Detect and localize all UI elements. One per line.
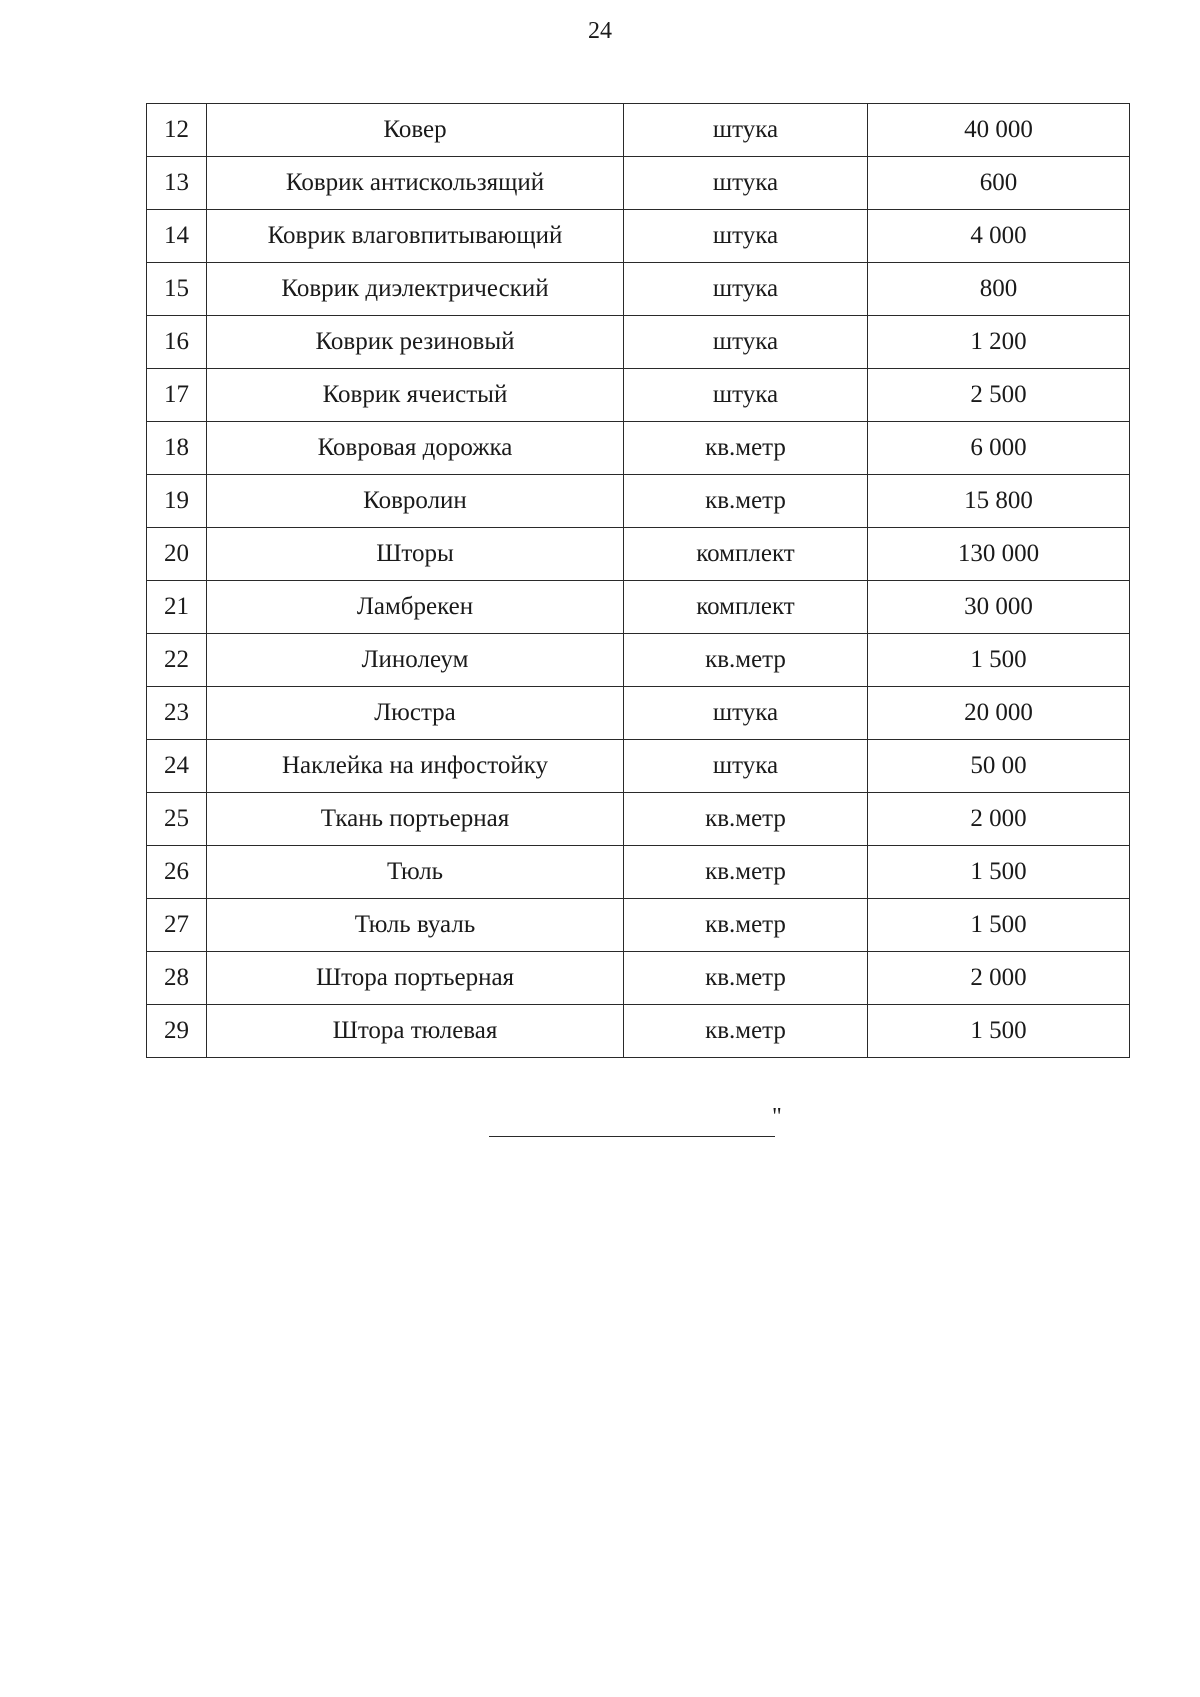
unit-cell: кв.метр bbox=[624, 1005, 868, 1058]
row-number-cell: 26 bbox=[147, 846, 207, 899]
table-row bbox=[147, 899, 1130, 952]
table-row bbox=[147, 475, 1130, 528]
unit-cell: кв.метр bbox=[624, 475, 868, 528]
table-row bbox=[147, 846, 1130, 899]
item-name-cell: Ковровая дорожка bbox=[207, 422, 624, 475]
closing-underline bbox=[489, 1136, 775, 1137]
table-row bbox=[147, 740, 1130, 793]
price-cell: 40 000 bbox=[868, 104, 1130, 157]
price-cell: 1 500 bbox=[868, 846, 1130, 899]
item-name-cell: Штора портьерная bbox=[207, 952, 624, 1005]
unit-cell: штука bbox=[624, 740, 868, 793]
price-cell: 20 000 bbox=[868, 687, 1130, 740]
row-number-cell: 12 bbox=[147, 104, 207, 157]
unit-cell: штука bbox=[624, 687, 868, 740]
item-name-cell: Ламбрекен bbox=[207, 581, 624, 634]
row-number-cell: 27 bbox=[147, 899, 207, 952]
price-cell: 6 000 bbox=[868, 422, 1130, 475]
table-row bbox=[147, 316, 1130, 369]
row-number-cell: 15 bbox=[147, 263, 207, 316]
unit-cell: штука bbox=[624, 369, 868, 422]
unit-cell: кв.метр bbox=[624, 899, 868, 952]
item-name-cell: Ковролин bbox=[207, 475, 624, 528]
table-row bbox=[147, 104, 1130, 157]
price-cell: 15 800 bbox=[868, 475, 1130, 528]
row-number-cell: 19 bbox=[147, 475, 207, 528]
price-cell: 2 500 bbox=[868, 369, 1130, 422]
item-name-cell: Штора тюлевая bbox=[207, 1005, 624, 1058]
row-number-cell: 13 bbox=[147, 157, 207, 210]
table-row bbox=[147, 634, 1130, 687]
table-row bbox=[147, 528, 1130, 581]
item-name-cell: Наклейка на инфостойку bbox=[207, 740, 624, 793]
table-row bbox=[147, 157, 1130, 210]
item-name-cell: Тюль вуаль bbox=[207, 899, 624, 952]
price-cell: 30 000 bbox=[868, 581, 1130, 634]
row-number-cell: 16 bbox=[147, 316, 207, 369]
unit-cell: комплект bbox=[624, 528, 868, 581]
table-row bbox=[147, 793, 1130, 846]
table-row bbox=[147, 263, 1130, 316]
price-cell: 2 000 bbox=[868, 952, 1130, 1005]
unit-cell: кв.метр bbox=[624, 952, 868, 1005]
price-cell: 1 500 bbox=[868, 899, 1130, 952]
unit-cell: штука bbox=[624, 263, 868, 316]
row-number-cell: 22 bbox=[147, 634, 207, 687]
item-name-cell: Коврик влаговпитывающий bbox=[207, 210, 624, 263]
items-table bbox=[146, 103, 1130, 1058]
row-number-cell: 25 bbox=[147, 793, 207, 846]
row-number-cell: 28 bbox=[147, 952, 207, 1005]
unit-cell: штука bbox=[624, 104, 868, 157]
table-row bbox=[147, 687, 1130, 740]
unit-cell: комплект bbox=[624, 581, 868, 634]
price-cell: 2 000 bbox=[868, 793, 1130, 846]
unit-cell: кв.метр bbox=[624, 422, 868, 475]
price-cell: 600 bbox=[868, 157, 1130, 210]
price-cell: 800 bbox=[868, 263, 1130, 316]
price-cell: 1 200 bbox=[868, 316, 1130, 369]
price-cell: 4 000 bbox=[868, 210, 1130, 263]
unit-cell: штука bbox=[624, 210, 868, 263]
unit-cell: штука bbox=[624, 157, 868, 210]
item-name-cell: Коврик ячеистый bbox=[207, 369, 624, 422]
row-number-cell: 18 bbox=[147, 422, 207, 475]
item-name-cell: Линолеум bbox=[207, 634, 624, 687]
item-name-cell: Коврик диэлектрический bbox=[207, 263, 624, 316]
price-cell: 1 500 bbox=[868, 1005, 1130, 1058]
unit-cell: штука bbox=[624, 316, 868, 369]
unit-cell: кв.метр bbox=[624, 846, 868, 899]
item-name-cell: Тюль bbox=[207, 846, 624, 899]
row-number-cell: 29 bbox=[147, 1005, 207, 1058]
table-row bbox=[147, 1005, 1130, 1058]
row-number-cell: 14 bbox=[147, 210, 207, 263]
table-row bbox=[147, 581, 1130, 634]
item-name-cell: Ковер bbox=[207, 104, 624, 157]
price-cell: 1 500 bbox=[868, 634, 1130, 687]
table-row bbox=[147, 210, 1130, 263]
item-name-cell: Люстра bbox=[207, 687, 624, 740]
price-cell: 50 00 bbox=[868, 740, 1130, 793]
page-number: 24 bbox=[588, 18, 612, 44]
price-cell: 130 000 bbox=[868, 528, 1130, 581]
unit-cell: кв.метр bbox=[624, 634, 868, 687]
item-name-cell: Ткань портьерная bbox=[207, 793, 624, 846]
item-name-cell: Шторы bbox=[207, 528, 624, 581]
item-name-cell: Коврик резиновый bbox=[207, 316, 624, 369]
row-number-cell: 23 bbox=[147, 687, 207, 740]
closing-quote-mark: " bbox=[772, 1104, 782, 1130]
item-name-cell: Коврик антискользящий bbox=[207, 157, 624, 210]
table-row bbox=[147, 422, 1130, 475]
items-table-body bbox=[147, 104, 1130, 1058]
row-number-cell: 24 bbox=[147, 740, 207, 793]
row-number-cell: 17 bbox=[147, 369, 207, 422]
table-row bbox=[147, 369, 1130, 422]
unit-cell: кв.метр bbox=[624, 793, 868, 846]
row-number-cell: 21 bbox=[147, 581, 207, 634]
row-number-cell: 20 bbox=[147, 528, 207, 581]
table-row bbox=[147, 952, 1130, 1005]
